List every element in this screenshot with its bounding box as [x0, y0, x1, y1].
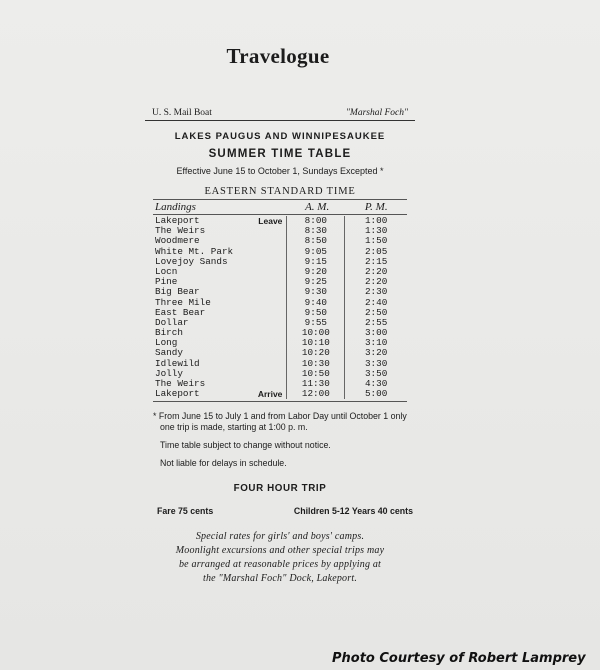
pm-time-cell: 3:10: [364, 337, 388, 349]
pm-time-cell: 2:55: [364, 316, 388, 328]
am-time-cell: 9:15: [287, 257, 345, 267]
pm-time-cell: 1:00: [364, 215, 388, 226]
special-line: the "Marshal Foch" Dock, Lakeport.: [202, 573, 358, 585]
landing-name: Woodmere: [155, 235, 200, 247]
landing-name: Idlewild: [155, 357, 200, 369]
landing-name: Jolly: [155, 367, 183, 379]
am-time-cell: 9:20: [287, 267, 345, 277]
pm-time-cell: 1:30: [364, 225, 388, 237]
pm-time-cell: 3:50: [364, 367, 388, 379]
pm-time-cell: 5:00: [364, 388, 388, 400]
pm-time-cell: 2:05: [364, 245, 388, 257]
pm-time-cell: 4:30: [364, 378, 388, 389]
am-time-cell: 10:50: [287, 369, 345, 379]
am-time-cell: 9:50: [287, 308, 345, 318]
page-title: Travelogue: [226, 44, 330, 68]
table-row: [153, 287, 407, 297]
am-time-cell: 9:55: [287, 318, 345, 328]
landing-name: Birch: [155, 327, 183, 339]
pm-time-cell: 3:30: [364, 357, 388, 369]
table-bottom-rule: [153, 401, 407, 402]
special-line: Moonlight excursions and other special trips may: [175, 545, 385, 557]
footnote-text: * From June 15 to July 1 and from Labor Day until October 1 only one trip is made, starting at 1:00 p. m.: [153, 411, 407, 433]
pm-time-cell: 1:50: [364, 235, 388, 247]
am-column-header: A. M.: [305, 201, 330, 213]
pm-column-header: P. M.: [364, 201, 388, 213]
pm-time-cell: 2:15: [364, 255, 388, 267]
photo-credit: Photo Courtesy of Robert Lamprey: [332, 651, 586, 666]
landing-name: The Weirs: [155, 225, 206, 237]
am-time-cell: 10:30: [287, 359, 345, 369]
landing-name: Lakeport: [155, 388, 200, 400]
landing-name: Pine: [155, 276, 178, 288]
landing-name: Sandy: [155, 347, 183, 359]
trip-heading: FOUR HOUR TRIP: [233, 483, 327, 495]
pm-time-cell: 2:40: [364, 296, 388, 308]
effective-dates: Effective June 15 to October 1, Sundays Excepted *: [176, 166, 384, 176]
landing-name: Lovejoy Sands: [155, 255, 228, 267]
timetable-rows: [153, 216, 407, 399]
adult-fare: Fare 75 cents: [157, 506, 214, 517]
liability-notice: Not liable for delays in schedule.: [160, 458, 287, 469]
am-time-cell: 9:25: [287, 277, 345, 287]
landings-column-header: Landings: [155, 201, 196, 213]
notes-block: [153, 411, 407, 469]
children-fare: Children 5-12 Years 40 cents: [293, 506, 413, 517]
am-time-cell: 9:30: [287, 287, 345, 297]
landing-name: Locn: [155, 265, 178, 277]
boat-name-label: "Marshal Foch": [345, 108, 408, 118]
landing-cell: [153, 287, 287, 297]
special-line: be arranged at reasonable prices by applying at: [178, 559, 382, 571]
am-time-cell: 10:10: [287, 338, 345, 348]
mail-boat-label: U. S. Mail Boat: [152, 108, 212, 118]
change-notice: Time table subject to change without notice.: [160, 440, 331, 451]
lakes-heading: LAKES PAUGUS AND WINNIPESAUKEE: [174, 131, 386, 142]
summer-heading: SUMMER TIME TABLE: [208, 148, 352, 160]
landing-name: Three Mile: [155, 296, 211, 308]
timetable-card: [145, 108, 415, 586]
landing-name: Lakeport: [155, 215, 200, 226]
leave-arrive-note: Leave: [258, 216, 283, 226]
pm-time-cell: 2:20: [364, 276, 388, 288]
landing-name: Dollar: [155, 316, 189, 328]
am-time-cell: 9:40: [287, 298, 345, 308]
pm-time-cell: 2:20: [364, 265, 388, 277]
fares-line: [157, 506, 413, 516]
landing-cell: [153, 389, 287, 399]
pm-time-cell: 3:00: [364, 327, 388, 339]
standard-time-heading: EASTERN STANDARD TIME: [204, 186, 356, 197]
special-line: Special rates for girls' and boys' camps.: [195, 531, 365, 543]
am-time-cell: 10:00: [287, 328, 345, 338]
am-time-cell: 11:30: [287, 379, 345, 389]
landing-name: The Weirs: [155, 378, 206, 389]
pm-time-cell: 3:20: [364, 347, 388, 359]
special-rates-text: [145, 530, 415, 586]
header-line: [145, 108, 415, 121]
leave-arrive-note: Arrive: [257, 389, 283, 400]
am-time-cell: 8:00: [287, 216, 345, 226]
table-row: [153, 389, 407, 399]
pm-time-cell: 2:30: [364, 286, 388, 298]
landing-name: Big Bear: [155, 286, 200, 298]
table-header: [153, 199, 407, 215]
am-time-cell: 8:50: [287, 236, 345, 246]
landing-name: East Bear: [155, 306, 206, 318]
landing-name: Long: [155, 337, 178, 349]
pm-time-cell: 2:50: [364, 306, 388, 318]
am-time-cell: 9:05: [287, 247, 345, 257]
landing-name: White Mt. Park: [155, 245, 234, 257]
am-time-cell: 8:30: [287, 226, 345, 236]
am-time-cell: 10:20: [287, 348, 345, 358]
am-time-cell: 12:00: [287, 389, 345, 399]
